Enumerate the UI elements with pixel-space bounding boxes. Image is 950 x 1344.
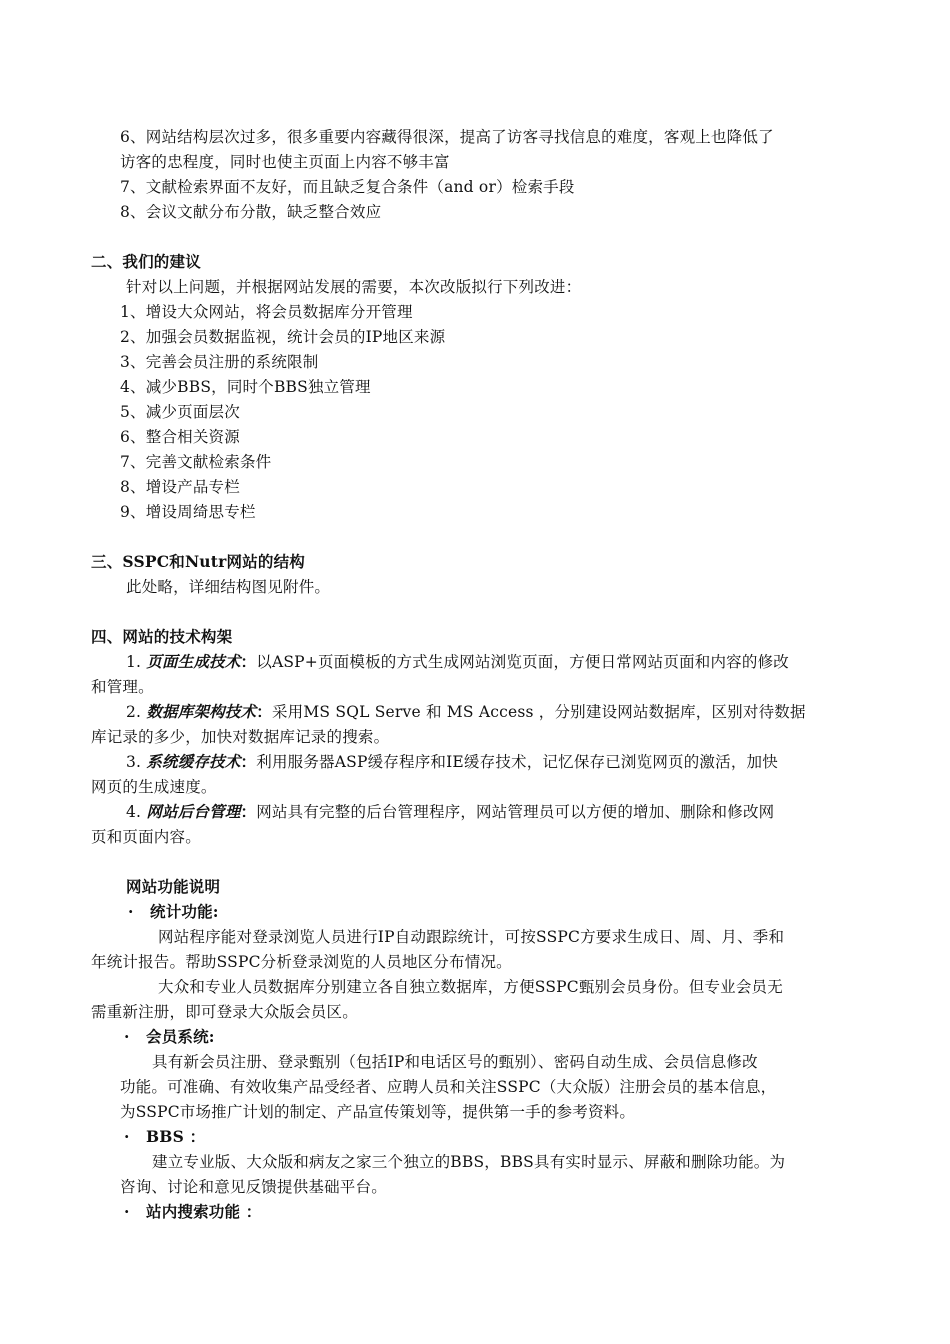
members-function-label — [124, 1027, 215, 1047]
tech-item-text: 采用MS SQL Serve 和 MS Access ，分别建设网站数据库，区别对待数据 — [271, 703, 806, 721]
tech-item-3-line-2: 网页的生成速度。 — [91, 778, 217, 796]
tech-item-2 — [126, 702, 806, 722]
stats-para-2-line-1: 大众和专业人员数据库分别建立各自独立数据库，方便SSPC甄别会员身份。但专业会员无 — [158, 978, 783, 996]
members-label-text: 会员系统: — [146, 1027, 215, 1046]
tech-item-4-line-2: 页和页面内容。 — [91, 828, 201, 846]
tech-item-number: 1. — [126, 653, 142, 671]
section-4-heading: 四、网站的技术构架 — [91, 627, 233, 646]
tech-item-text: 利用服务器ASP缓存程序和IE缓存技术，记忆保存已浏览网页的激活，加快 — [256, 753, 778, 771]
suggestion-item: 1、增设大众网站，将会员数据库分开管理 — [120, 303, 413, 321]
stats-para-1-line-2: 年统计报告。帮助SSPC分析登录浏览的人员地区分布情况。 — [91, 953, 512, 971]
members-line-2: 功能。可准确、有效收集产品受经者、应聘人员和关注SSPC（大众版）注册会员的基本信息， — [120, 1078, 777, 1096]
tech-item-text: 以ASP+页面模板的方式生成网站浏览页面，方便日常网站页面和内容的修改 — [256, 653, 789, 671]
problem-6-line-2: 访客的忠程度，同时也使主页面上内容不够丰富 — [120, 153, 450, 171]
tech-item-separator: ： — [240, 752, 257, 771]
stats-para-1-line-1: 网站程序能对登录浏览人员进行IP自动跟踪统计，可按SSPC方要求生成日、周、月、季和 — [158, 928, 785, 946]
tech-item-number: 4. — [126, 803, 142, 821]
search-function-label — [124, 1202, 262, 1222]
bullet-icon: · — [128, 902, 134, 921]
tech-item-number: 2. — [126, 703, 142, 721]
tech-item-term: 页面生成技术 — [146, 652, 241, 671]
members-line-3: 为SSPC市场推广计划的制定、产品宣传策划等，提供第一手的参考资料。 — [120, 1103, 636, 1121]
tech-item-separator: ： — [256, 702, 272, 721]
members-line-1: 具有新会员注册、登录甄别（包括IP和电话区号的甄别）、密码自动生成、会员信息修改 — [152, 1053, 758, 1071]
bbs-line-1: 建立专业版、大众版和病友之家三个独立的BBS，BBS具有实时显示、屏蔽和删除功能。为 — [152, 1153, 786, 1171]
tech-item-4 — [126, 802, 774, 822]
bbs-function-label — [124, 1127, 205, 1147]
search-label-text: 站内搜索功能 ： — [146, 1202, 262, 1221]
stats-label-text: 统计功能: — [150, 902, 219, 921]
problem-6-line-1: 6、网站结构层次过多，很多重要内容藏得很深，提高了访客寻找信息的难度，客观上也降低了 — [120, 128, 774, 146]
suggestion-item: 8、增设产品专栏 — [120, 478, 240, 496]
tech-item-term: 系统缓存技术 — [146, 752, 241, 771]
suggestion-item: 4、减少BBS，同时个BBS独立管理 — [120, 378, 371, 396]
tech-item-2-line-2: 库记录的多少，加快对数据库记录的搜索。 — [91, 728, 390, 746]
stats-para-2-line-2: 需重新注册，即可登录大众版会员区。 — [91, 1003, 358, 1021]
bullet-icon: · — [124, 1027, 130, 1046]
functions-heading: 网站功能说明 — [126, 877, 221, 896]
suggestion-item: 6、整合相关资源 — [120, 428, 240, 446]
suggestion-item: 9、增设周绮思专栏 — [120, 503, 256, 521]
section-2-intro: 针对以上问题，并根据网站发展的需要，本次改版拟行下列改进： — [126, 278, 582, 296]
tech-item-separator: ： — [240, 802, 257, 821]
bbs-line-2: 咨询、讨论和意见反馈提供基础平台。 — [120, 1178, 387, 1196]
suggestion-item: 2、加强会员数据监视，统计会员的IP地区来源 — [120, 328, 446, 346]
section-3-body: 此处略，详细结构图见附件。 — [126, 578, 331, 596]
tech-item-text: 网站具有完整的后台管理程序，网站管理员可以方便的增加、删除和修改网 — [256, 803, 775, 821]
tech-item-number: 3. — [126, 753, 142, 771]
problem-8: 8、会议文献分布分散，缺乏整合效应 — [120, 203, 382, 221]
bbs-label-text: BBS ： — [146, 1127, 206, 1146]
section-3-heading: 三、SSPC和Nutr网站的结构 — [91, 552, 306, 571]
section-2-heading: 二、我们的建议 — [91, 252, 201, 271]
tech-item-1-line-2: 和管理。 — [91, 678, 154, 696]
suggestion-item: 7、完善文献检索条件 — [120, 453, 272, 471]
stats-function-label — [128, 902, 219, 922]
bullet-icon: · — [124, 1127, 130, 1146]
tech-item-3 — [126, 752, 778, 772]
problem-7: 7、文献检索界面不友好，而且缺乏复合条件（and or）检索手段 — [120, 178, 575, 196]
tech-item-1 — [126, 652, 789, 672]
suggestion-item: 5、减少页面层次 — [120, 403, 240, 421]
suggestion-item: 3、完善会员注册的系统限制 — [120, 353, 319, 371]
tech-item-term: 数据库架构技术 — [146, 702, 257, 721]
tech-item-separator: ： — [240, 652, 257, 671]
tech-item-term: 网站后台管理 — [146, 802, 241, 821]
bullet-icon: · — [124, 1202, 130, 1221]
